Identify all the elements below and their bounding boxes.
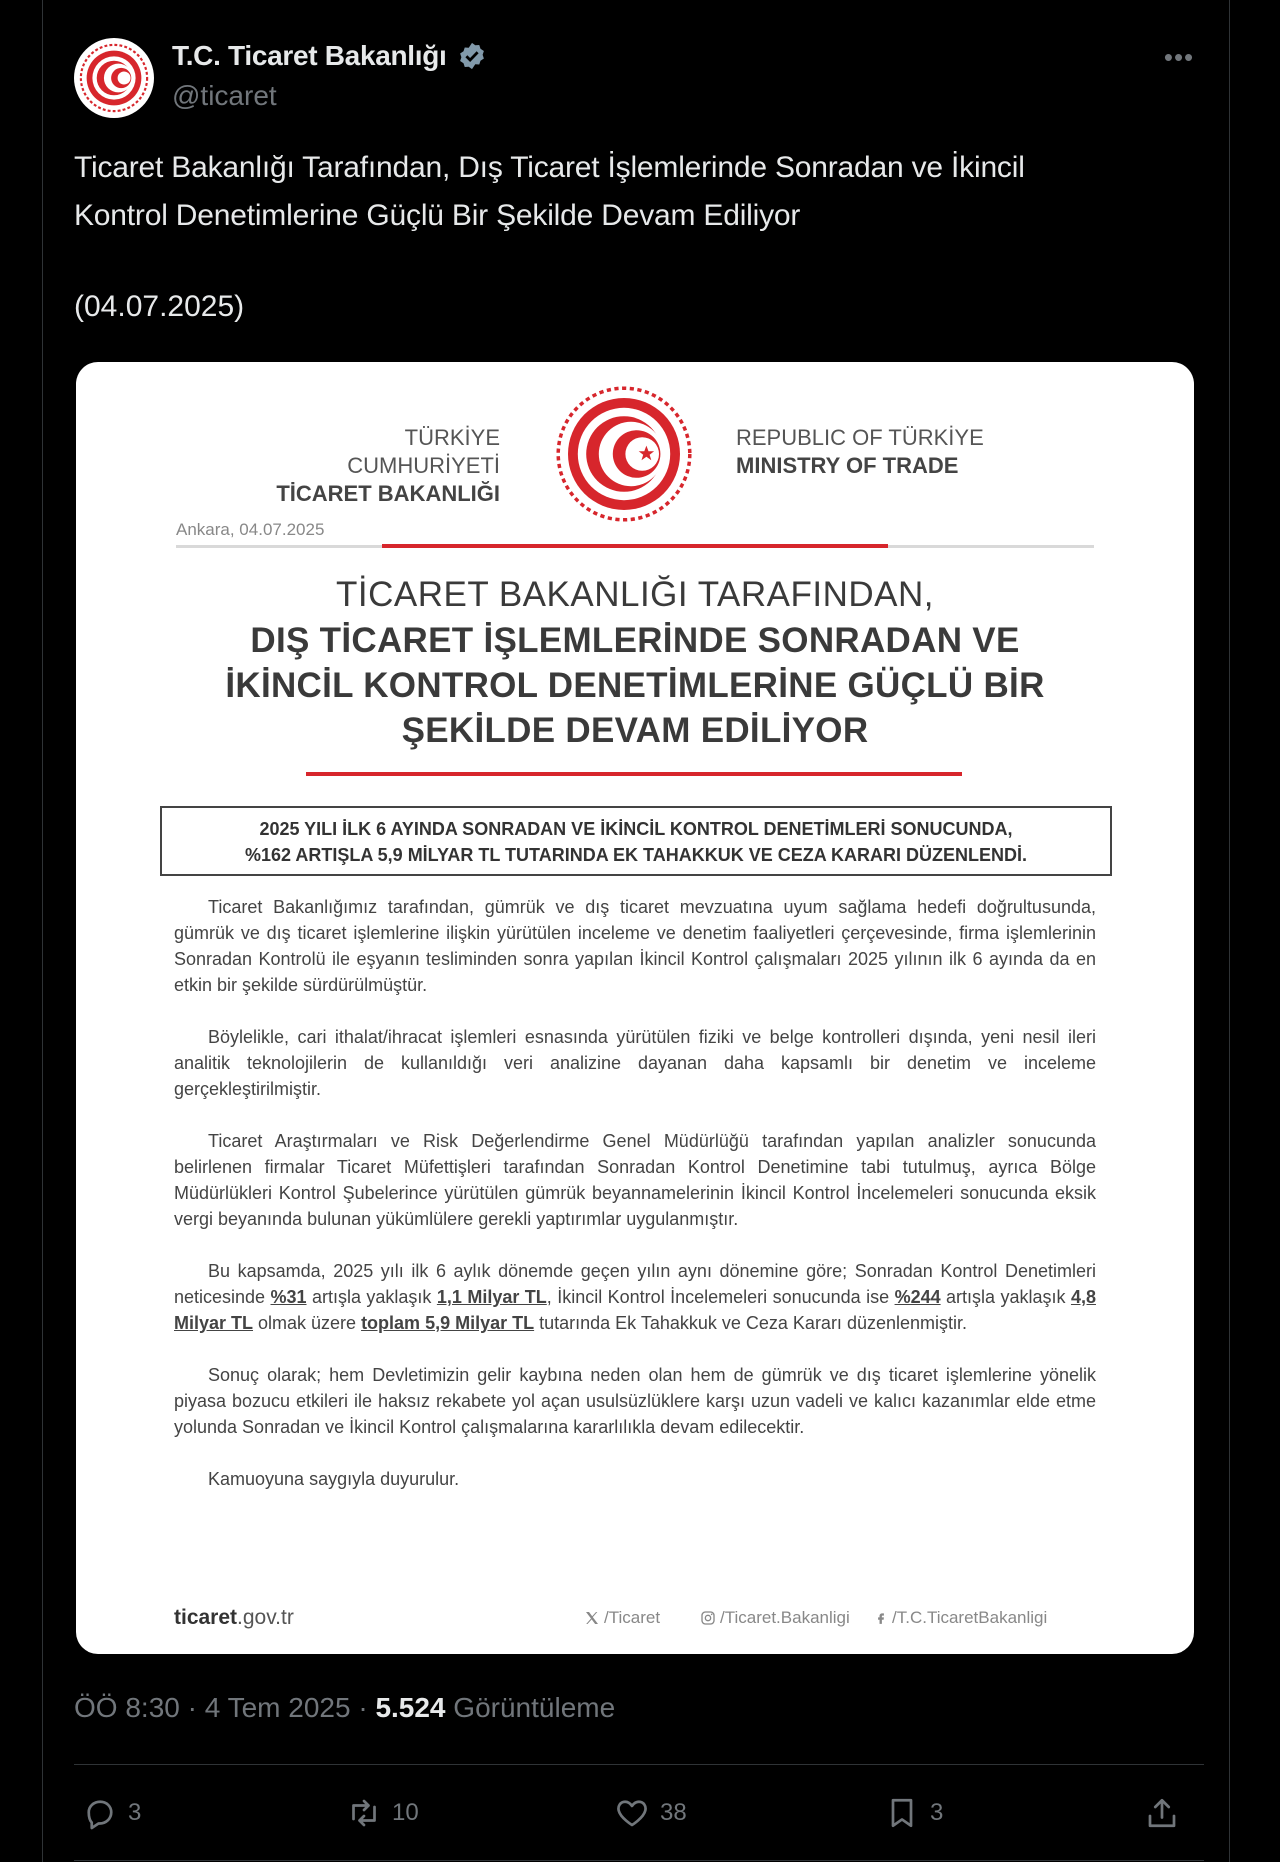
document-title-line: TİCARET BAKANLIĞI TARAFINDAN, bbox=[336, 575, 934, 614]
share-button[interactable] bbox=[1144, 1790, 1180, 1836]
tweet-time[interactable]: ÖÖ 8:30 bbox=[74, 1692, 180, 1723]
author-name-text[interactable]: T.C. Ticaret Bakanlığı bbox=[172, 40, 447, 71]
action-bar bbox=[74, 1790, 1204, 1836]
right-logo-text bbox=[736, 424, 996, 480]
summary-line: %162 ARTIŞLA 5,9 MİLYAR TL TUTARINDA EK TAHAKKUK VE CEZA KARARI DÜZENLENDİ. bbox=[244, 845, 1028, 865]
footer-facebook-text: /T.C.TicaretBakanligi bbox=[892, 1608, 1048, 1627]
ministry-emblem-icon bbox=[554, 384, 694, 524]
summary-line: 2025 YILI İLK 6 AYINDA SONRADAN VE İKİNCİL KONTROL DENETİMLERİ SONUCUNDA, bbox=[259, 819, 1013, 839]
like-count: 38 bbox=[660, 1799, 687, 1826]
highlight-figure: 4,8 Milyar TL bbox=[174, 1287, 1096, 1333]
left-logo-text bbox=[260, 424, 500, 508]
verified-badge-icon bbox=[457, 41, 487, 71]
tweet-meta bbox=[74, 1692, 615, 1724]
body-paragraph: Böylelikle, cari ithalat/ihracat işlemleri esnasında yürütülen fiziki ve belge kontrolleri dışında, yeni nesil ileri analitik teknolojilerin de kullanıldığı veri analizine dayanan daha kapsamlı bir denetim ve inceleme gerçekleştirilmiştir. bbox=[174, 1027, 1096, 1099]
body-text-span: Bu kapsamda, 2025 yılı ilk 6 aylık dönemde geçen yılın aynı dönemine göre; Sonradan Kontrol Denetimleri neticesinde bbox=[174, 1261, 1096, 1307]
author-handle[interactable]: @ticaret bbox=[172, 80, 277, 111]
more-options-icon[interactable]: ••• bbox=[1163, 41, 1195, 72]
footer-instagram-text: /Ticaret.Bakanligi bbox=[720, 1608, 850, 1627]
repost-count: 10 bbox=[392, 1799, 419, 1826]
repost-icon bbox=[346, 1795, 382, 1831]
document-title-line: ŞEKİLDE DEVAM EDİLİYOR bbox=[401, 711, 869, 750]
document-title bbox=[156, 572, 1114, 753]
like-button[interactable] bbox=[614, 1790, 687, 1836]
meta-separator: · bbox=[350, 1692, 376, 1723]
reply-icon bbox=[82, 1795, 118, 1831]
author-name[interactable] bbox=[172, 40, 487, 72]
body-text-span: , İkincil Kontrol İncelemeleri sonucunda ise bbox=[546, 1287, 895, 1307]
reply-button[interactable] bbox=[82, 1790, 141, 1836]
view-count-label: Görüntüleme bbox=[445, 1692, 616, 1723]
avatar[interactable] bbox=[74, 38, 154, 118]
view-count: 5.524 bbox=[375, 1692, 446, 1723]
divider bbox=[74, 1860, 1204, 1861]
document-body bbox=[174, 894, 1096, 1518]
bookmark-icon bbox=[884, 1795, 920, 1831]
instagram-icon bbox=[700, 1610, 716, 1626]
right-logo-line: MINISTRY OF TRADE bbox=[736, 453, 959, 478]
body-text-span: artışla yaklaşık bbox=[306, 1287, 437, 1307]
body-text-span: olmak üzere bbox=[253, 1313, 362, 1333]
tweet-text-line: Ticaret Bakanlığı Tarafından, Dış Ticaret İşlemlerinde Sonradan ve İkincil bbox=[74, 151, 1025, 184]
body-text-span: tutarında Ek Tahakkuk ve Ceza Kararı düzenlenmiştir. bbox=[534, 1313, 967, 1333]
footer-x-text: /Ticaret bbox=[604, 1608, 661, 1627]
repost-button[interactable] bbox=[346, 1790, 419, 1836]
tweet-image[interactable] bbox=[76, 362, 1194, 1654]
highlight-figure: %31 bbox=[270, 1287, 307, 1307]
footer-instagram bbox=[700, 1608, 850, 1628]
divider-accent bbox=[382, 544, 888, 548]
footer-facebook bbox=[874, 1608, 1047, 1628]
left-logo-line: TİCARET BAKANLIĞI bbox=[276, 481, 500, 506]
footer-x bbox=[584, 1608, 660, 1628]
document-footer bbox=[174, 1606, 1096, 1634]
tweet-date-text: (04.07.2025) bbox=[74, 290, 245, 323]
footer-site-bold: ticaret bbox=[174, 1606, 238, 1629]
x-logo-icon bbox=[584, 1610, 600, 1626]
footer-site-rest: .gov.tr bbox=[237, 1606, 294, 1629]
footer-site bbox=[174, 1606, 294, 1630]
body-text-span: artışla yaklaşık bbox=[940, 1287, 1071, 1307]
share-icon bbox=[1144, 1795, 1180, 1831]
highlight-figure: toplam 5,9 Milyar TL bbox=[361, 1313, 535, 1333]
left-logo-line: TÜRKİYE CUMHURİYETİ bbox=[347, 425, 500, 478]
tweet-date[interactable]: 4 Tem 2025 bbox=[204, 1692, 351, 1723]
document-place-date: Ankara, 04.07.2025 bbox=[176, 520, 325, 539]
tweet-text-line: Kontrol Denetimlerine Güçlü Bir Şekilde Devam Ediliyor bbox=[74, 199, 801, 232]
tweet-text bbox=[74, 144, 1204, 240]
body-paragraph bbox=[174, 1258, 1096, 1336]
facebook-icon bbox=[874, 1610, 888, 1626]
ministry-emblem-icon bbox=[78, 42, 150, 114]
highlight-figure: 1,1 Milyar TL bbox=[436, 1287, 547, 1307]
divider-accent bbox=[306, 772, 962, 776]
body-paragraph: Sonuç olarak; hem Devletimizin gelir kaybına neden olan hem de gümrük ve dış ticaret işlemlerine yönelik piyasa bozucu etkileri ile haksız rekabete yol açan usulsüzlüklere karşı uzun vadeli ve kalıcı kazanımlar elde etme yolunda Sonradan ve İkincil Kontrol çalışmalarına kararlılıkla devam edilecektir. bbox=[174, 1365, 1096, 1437]
heart-icon bbox=[614, 1795, 650, 1831]
bookmark-count: 3 bbox=[930, 1799, 944, 1826]
body-paragraph: Kamuoyuna saygıyla duyurulur. bbox=[208, 1469, 460, 1489]
divider bbox=[74, 1764, 1204, 1765]
highlight-figure: %244 bbox=[894, 1287, 941, 1307]
body-paragraph: Ticaret Araştırmaları ve Risk Değerlendirme Genel Müdürlüğü tarafından yapılan analizler sonucunda belirlenen firmalar Ticaret Müfettişleri tarafından Sonradan Kontrol Denetimine tabi tutulmuş, ayrıca Bölge Müdürlükleri Kontrol Şubelerince yürütülen gümrük beyannamelerinin İkincil Kontrol İncelemeleri sonucunda eksik vergi beyanında bulunan yükümlülere gerekli yaptırımlar uygulanmıştır. bbox=[174, 1131, 1096, 1229]
meta-separator: · bbox=[179, 1692, 205, 1723]
document-title-line: DIŞ TİCARET İŞLEMLERİNDE SONRADAN VE bbox=[250, 621, 1020, 660]
right-logo-line: REPUBLIC OF TÜRKİYE bbox=[736, 425, 984, 450]
body-paragraph: Ticaret Bakanlığımız tarafından, gümrük ve dış ticaret mevzuatına uyum sağlama hedefi doğrultusunda, gümrük ve dış ticaret işlemlerine ilişkin yürütülen inceleme ve denetim faaliyetleri çerçevesinde, firma işlemlerinin Sonradan Kontrolü ile eşyanın tesliminden sonra yapılan İkincil Kontrol çalışmaları 2025 yılının ilk 6 ayında da en etkin bir şekilde sürdürülmüştür. bbox=[174, 897, 1096, 995]
document-title-line: İKİNCİL KONTROL DENETİMLERİNE GÜÇLÜ BİR bbox=[225, 666, 1045, 705]
reply-count: 3 bbox=[128, 1799, 142, 1826]
bookmark-button[interactable] bbox=[884, 1790, 943, 1836]
summary-box bbox=[160, 806, 1112, 876]
